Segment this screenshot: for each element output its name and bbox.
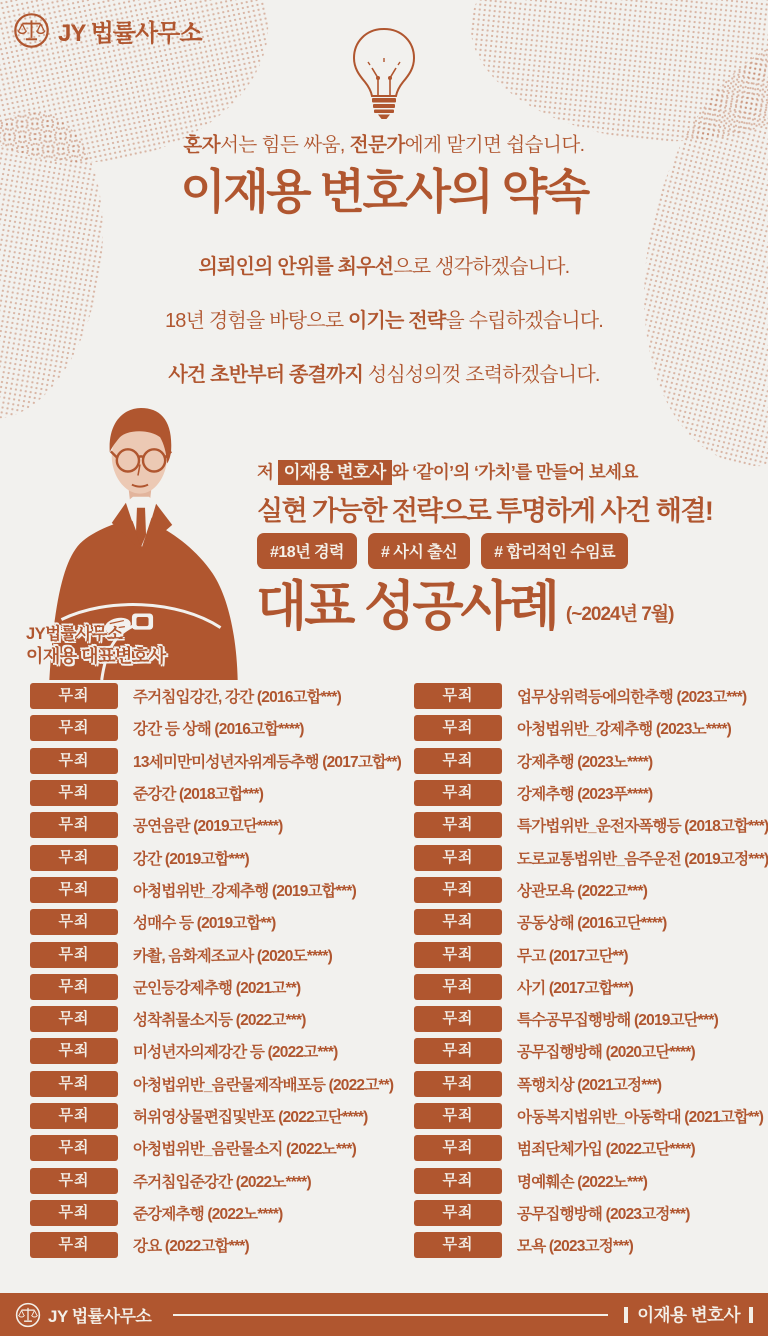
case-title: 아동복지법위반_아동학대 (2021고합**) [517, 1109, 764, 1126]
case-title: 사기 (2017고합***) [517, 979, 633, 997]
verdict-badge: 무죄 [30, 715, 118, 741]
case-row [414, 971, 768, 1003]
case-title: 범죄단체가입 (2022고단****) [517, 1141, 695, 1159]
scales-of-justice-icon [15, 1302, 41, 1328]
verdict-badge: 무죄 [414, 683, 502, 709]
case-title: 허위영상물편집및반포 (2022고단****) [133, 1109, 368, 1126]
case-row [30, 1197, 401, 1229]
hashtag-badge: # 사시 출신 [368, 533, 470, 569]
brand-name: JY 법률사무소 [58, 20, 202, 47]
case-row [414, 745, 768, 777]
verdict-badge: 무죄 [30, 877, 118, 903]
tagline-segment: 서는 힘든 싸움, [220, 134, 350, 156]
case-title: 공연음란 (2019고단****) [133, 818, 283, 836]
attorney-name-chip: 이재용 변호사 [278, 460, 392, 485]
tagline-segment: 전문가 [349, 134, 405, 156]
footer-divider-line [173, 1314, 608, 1316]
case-row [414, 874, 768, 906]
footer-bar-decoration [749, 1307, 753, 1323]
case-column-left [30, 680, 401, 1261]
case-title: 아청법위반_음란물제작배포등 (2022고**) [133, 1076, 394, 1094]
case-title: 아청법위반_강제추행 (2019고합***) [133, 882, 356, 900]
case-title: 강간 (2019고합***) [133, 850, 249, 868]
verdict-badge: 무죄 [414, 845, 502, 871]
case-row [414, 680, 768, 712]
case-row [30, 809, 401, 841]
case-row [414, 841, 768, 873]
slogan: 실현 가능한 전략으로 투명하게 사건 해결! [257, 496, 713, 526]
brand-logo [13, 12, 202, 49]
case-title: 준강제추행 (2022노****) [133, 1205, 283, 1223]
case-title: 성착취물소지등 (2022고***) [133, 1012, 306, 1030]
case-title: 아청법위반_강제추행 (2023노****) [517, 721, 732, 739]
case-title: 카촬, 음화제조교사 (2020도****) [133, 947, 333, 965]
scales-of-justice-icon [13, 12, 50, 49]
verdict-badge: 무죄 [30, 1232, 118, 1258]
verdict-badge: 무죄 [30, 1168, 118, 1194]
tagline-segment: 혼자 [183, 134, 221, 156]
case-title: 무고 (2017고단**) [517, 947, 628, 965]
promise-list [0, 250, 768, 412]
case-row [414, 1229, 768, 1261]
verdict-badge: 무죄 [30, 780, 118, 806]
case-row [30, 1132, 401, 1164]
verdict-badge: 무죄 [414, 1200, 502, 1226]
case-row [30, 1068, 401, 1100]
case-title: 공동상해 (2016고단****) [517, 915, 667, 933]
footer-brand: JY 법률사무소 [48, 1307, 152, 1326]
case-grid [30, 680, 768, 1261]
case-title: 상관모욕 (2022고***) [517, 882, 648, 900]
verdict-badge: 무죄 [30, 1135, 118, 1161]
case-row [30, 938, 401, 970]
case-title: 준강간 (2018고합***) [133, 786, 264, 804]
case-title: 특수공무집행방해 (2019고단***) [517, 1012, 718, 1030]
hashtag-badge: # 합리적인 수임료 [481, 533, 628, 569]
verdict-badge: 무죄 [30, 1038, 118, 1064]
case-column-right [414, 680, 768, 1261]
case-title: 아청법위반_음란물소지 (2022노***) [133, 1141, 356, 1159]
case-row [414, 906, 768, 938]
case-row [30, 906, 401, 938]
verdict-badge: 무죄 [414, 1232, 502, 1258]
case-row [414, 1003, 768, 1035]
tagline-segment: 에게 맡기면 쉽습니다. [404, 134, 585, 156]
verdict-badge: 무죄 [30, 812, 118, 838]
case-row [30, 971, 401, 1003]
case-row [414, 1100, 768, 1132]
verdict-badge: 무죄 [30, 748, 118, 774]
cases-header [256, 577, 674, 636]
cases-period: (~2024년 7월) [565, 604, 674, 625]
case-row [30, 1164, 401, 1196]
case-row [414, 938, 768, 970]
case-title: 도로교통법위반_음주운전 (2019고정***) [517, 850, 768, 868]
case-row [30, 777, 401, 809]
verdict-badge: 무죄 [414, 780, 502, 806]
verdict-badge: 무죄 [414, 1103, 502, 1129]
caption-firm: JY법률사무소 [26, 625, 123, 643]
hero-tagline [0, 129, 768, 157]
verdict-badge: 무죄 [30, 942, 118, 968]
case-title: 공무집행방해 (2020고단****) [517, 1044, 695, 1062]
case-title: 강간 등 상해 (2016고합****) [133, 721, 304, 739]
verdict-badge: 무죄 [414, 877, 502, 903]
cases-title: 대표 성공사례 [256, 577, 557, 636]
verdict-badge: 무죄 [414, 715, 502, 741]
case-row [30, 874, 401, 906]
verdict-badge: 무죄 [30, 974, 118, 1000]
case-row [30, 1035, 401, 1067]
promise-line: 사건 초반부터 종결까지 성심성의껏 조력하겠습니다. [168, 364, 600, 386]
verdict-badge: 무죄 [30, 1006, 118, 1032]
verdict-badge: 무죄 [414, 942, 502, 968]
verdict-badge: 무죄 [414, 1168, 502, 1194]
caption-attorney: 이재용 대표변호사 [26, 645, 166, 666]
verdict-badge: 무죄 [414, 1135, 502, 1161]
case-title: 13세미만미성년자위계등추행 (2017고합**) [133, 753, 402, 771]
case-row [414, 1068, 768, 1100]
hashtag-badge: #18년 경력 [257, 533, 357, 569]
case-row [414, 1164, 768, 1196]
verdict-badge: 무죄 [414, 1038, 502, 1064]
case-row [30, 841, 401, 873]
case-row [414, 777, 768, 809]
case-title: 강제추행 (2023노****) [517, 753, 653, 771]
case-title: 명예훼손 (2022노***) [517, 1173, 648, 1191]
hashtag-list [257, 533, 628, 569]
footer-bar [0, 1293, 768, 1336]
case-row [30, 1100, 401, 1132]
intro-line: 저 이재용 변호사 와 ‘같이’의 ‘가치’를 만들어 보세요 [257, 459, 638, 484]
case-row [30, 1229, 401, 1261]
case-title: 업무상위력등에의한추행 (2023고***) [517, 689, 747, 707]
footer-attorney [624, 1302, 753, 1327]
page-title: 이재용 변호사의 약속 [180, 165, 588, 218]
case-title: 성매수 등 (2019고합**) [133, 915, 276, 933]
case-row [30, 1003, 401, 1035]
verdict-badge: 무죄 [30, 1071, 118, 1097]
case-row [30, 712, 401, 744]
verdict-badge: 무죄 [30, 683, 118, 709]
verdict-badge: 무죄 [414, 974, 502, 1000]
case-row [30, 745, 401, 777]
promise-line: 18년 경험을 바탕으로 이기는 전략을 수립하겠습니다. [164, 310, 604, 332]
case-title: 모욕 (2023고정***) [517, 1238, 633, 1256]
case-row [414, 809, 768, 841]
portrait-caption [26, 624, 166, 667]
footer-bar-decoration [624, 1307, 628, 1323]
verdict-badge: 무죄 [414, 812, 502, 838]
verdict-badge: 무죄 [30, 909, 118, 935]
case-row [414, 1035, 768, 1067]
verdict-badge: 무죄 [414, 1071, 502, 1097]
case-row [30, 680, 401, 712]
case-title: 폭행치상 (2021고정***) [517, 1076, 662, 1094]
case-row [414, 1197, 768, 1229]
case-title: 주거침입준강간 (2022노****) [133, 1173, 311, 1191]
verdict-badge: 무죄 [30, 1103, 118, 1129]
case-row [414, 1132, 768, 1164]
verdict-badge: 무죄 [414, 748, 502, 774]
footer-attorney-name: 이재용 변호사 [637, 1305, 740, 1325]
case-title: 특가법위반_운전자폭행등 (2018고합***) [517, 818, 768, 836]
case-title: 강요 (2022고합***) [133, 1238, 249, 1256]
case-row [414, 712, 768, 744]
case-title: 강제추행 (2023푸****) [517, 786, 653, 804]
verdict-badge: 무죄 [414, 909, 502, 935]
lightbulb-icon [342, 26, 426, 120]
case-title: 주거침입강간, 강간 (2016고합***) [133, 689, 341, 707]
case-title: 미성년자의제강간 등 (2022고***) [133, 1044, 338, 1062]
verdict-badge: 무죄 [414, 1006, 502, 1032]
case-title: 공무집행방해 (2023고정***) [517, 1205, 690, 1223]
verdict-badge: 무죄 [30, 1200, 118, 1226]
verdict-badge: 무죄 [30, 845, 118, 871]
promise-line: 의뢰인의 안위를 최우선으로 생각하겠습니다. [198, 256, 570, 278]
case-title: 군인등강제추행 (2021고**) [133, 979, 301, 997]
